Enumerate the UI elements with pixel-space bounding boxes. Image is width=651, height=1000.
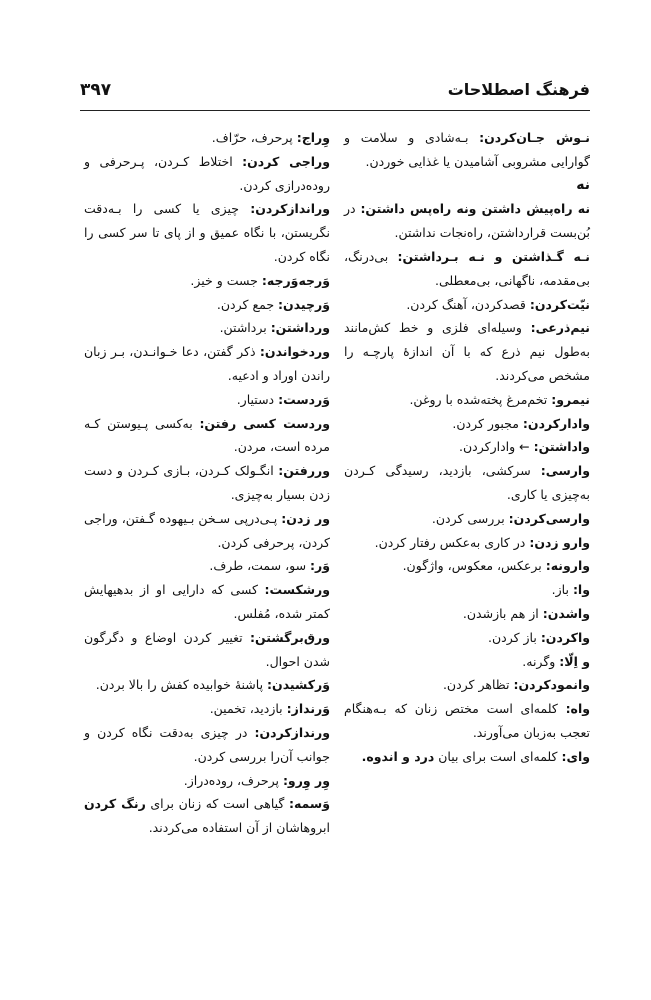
dictionary-entry <box>344 650 590 674</box>
dictionary-entry <box>84 340 330 388</box>
entry-emphasis: رنگ کردن <box>84 796 146 812</box>
dictionary-entry <box>344 316 590 387</box>
entry-headword: نیّت‌کردن: <box>529 296 590 312</box>
dictionary-entry <box>84 507 330 555</box>
dictionary-entry <box>84 150 330 198</box>
entry-headword: وارسی‌کردن: <box>508 510 590 526</box>
entry-headword: وَر: <box>310 558 330 574</box>
dictionary-entry <box>84 459 330 507</box>
dictionary-entry <box>84 792 330 840</box>
entry-headword: وارو زدن: <box>529 534 590 550</box>
entry-definition: گیاهی است که زنان برای <box>145 796 289 812</box>
entry-definition: پرحرف، روده‌دراز. <box>183 772 283 788</box>
dictionary-entry <box>344 554 590 578</box>
dictionary-entry <box>84 769 330 793</box>
entry-definition: بازدید، تخمین. <box>209 701 287 717</box>
entry-definition: در چیزی به‌دقت نگاه کردن و جوانب آن‌را بررسی کردن. <box>84 724 330 764</box>
entry-headword: واکردن: <box>540 629 590 645</box>
entry-definition: پاشنهٔ خوابیده کفش را بالا بردن. <box>95 677 268 693</box>
dictionary-entry <box>84 388 330 412</box>
entry-headword: نیم‌ذرعی: <box>530 320 590 336</box>
entry-headword: وراجی کردن: <box>242 153 330 169</box>
dictionary-entry <box>344 697 590 745</box>
entry-headword: ورشکست: <box>264 582 330 598</box>
dictionary-entry <box>344 388 590 412</box>
entry-headword: وارسی: <box>540 463 590 479</box>
entry-headword: ورق‌برگشتن: <box>250 629 330 645</box>
dictionary-entry <box>84 626 330 674</box>
entry-definition: کلمه‌ای است مختص زنان که بـه‌هنگام تعجب به‌زبان می‌آورند. <box>344 701 590 740</box>
entry-headword: وای: <box>561 748 590 764</box>
entry-definition: در کاری به‌عکس رفتار کردن. <box>374 534 530 550</box>
entry-definition: قصدکردن، آهنگ کردن. <box>406 296 530 312</box>
dictionary-entry <box>84 578 330 626</box>
dictionary-entry <box>344 126 590 174</box>
entry-headword: و اِلّا: <box>559 653 590 669</box>
entry-headword: وارونه: <box>545 558 590 574</box>
entry-definition: برعکس، معکوس، واژگون. <box>402 558 546 574</box>
dictionary-entry <box>84 269 330 293</box>
entry-definition: پـی‌درپی سـخن بـیهوده گـفتن، وراجی کردن، پرحرفی کردن. <box>84 510 330 550</box>
entry-definition: ← وادارکردن. <box>459 439 534 455</box>
entry-definition: در بُن‌بست قرارداشتن، راه‌نجات نداشتن. <box>344 201 590 241</box>
entry-definition: چیزی یا کسی را بـه‌دقت نگریستن، با نگاه عمیق و از پای تا سر کسی را نگاه کردن. <box>84 201 330 264</box>
entry-headword: وَردست: <box>278 391 330 407</box>
dictionary-entry <box>84 316 330 340</box>
entry-definition: باز. <box>551 582 573 598</box>
entry-headword: واه: <box>565 701 590 717</box>
dictionary-entry <box>344 531 590 555</box>
entry-headword: وررفتن: <box>278 463 330 479</box>
entry-headword: وا: <box>572 582 590 598</box>
entry-headword: وَسمه: <box>288 796 330 812</box>
entry-definition: بی‌درنگ، بی‌مقدمه، ناگهانی، بی‌معطلی. <box>344 248 590 288</box>
entry-headword: وِر وِرو: <box>282 772 330 788</box>
entry-headword: نـوش جـان‌کردن: <box>479 130 590 145</box>
dictionary-entry <box>344 245 590 293</box>
entry-headword: نه راه‌پیش داشتن ونه راه‌پس داشتن: <box>360 201 591 217</box>
left-column <box>84 126 330 840</box>
entry-headword: ورداشتن: <box>270 320 330 336</box>
entry-definition: کلمه‌ای است برای بیان <box>434 748 562 764</box>
entry-headword: ور زدن: <box>281 510 330 526</box>
header-rule <box>80 110 590 111</box>
entry-definition: از هم بازشدن. <box>462 605 543 621</box>
entry-definition: سرکشی، بازدید، رسیدگی کـردن به‌چیزی یا کاری. <box>344 463 590 502</box>
entry-definition: تغییر کردن اوضاع و دگرگون شدن احوال. <box>84 629 330 669</box>
entry-headword: وَرکشیدن: <box>267 677 330 693</box>
entry-headword: نیمرو: <box>551 391 590 407</box>
entry-headword: واداشتن: <box>533 439 590 455</box>
entry-headword: وردست کسی رفتن: <box>199 415 330 431</box>
entry-definition: تخم‌مرغ پخته‌شده با روغن. <box>409 391 552 407</box>
dictionary-entry <box>84 673 330 697</box>
entry-definition: جست و خیز. <box>190 272 262 288</box>
entry-definition: ابروهاشان از آن استفاده می‌کردند. <box>148 820 330 836</box>
entry-definition: برداشتن. <box>219 320 271 336</box>
entry-headword: وَرجه‌وَرجه: <box>261 272 330 288</box>
dictionary-entry <box>344 673 590 697</box>
entry-headword: وَرنداز: <box>286 701 330 717</box>
right-column <box>344 126 590 769</box>
dictionary-entry <box>344 602 590 626</box>
dictionary-entry <box>84 554 330 578</box>
entry-definition: به‌کسی پـیوستن کـه مرده است، مردن. <box>84 415 330 455</box>
dictionary-entry <box>84 197 330 268</box>
entry-definition: ذکر گفتن، دعا خـوانـدن، بـر زبان راندن اوراد و ادعیه. <box>84 344 330 383</box>
dictionary-entry <box>84 721 330 769</box>
entry-definition: سو، سمت، طرف. <box>209 558 311 574</box>
entry-definition: بـه‌شادی و سلامت و گوارایی مشروبی آشامیدن یا غذایی خوردن. <box>344 130 590 169</box>
entry-definition: تظاهر کردن. <box>442 677 514 693</box>
dictionary-entry <box>84 412 330 460</box>
dictionary-entry <box>84 697 330 721</box>
dictionary-entry <box>344 578 590 602</box>
entry-headword: واشدن: <box>542 605 590 621</box>
entry-definition: بررسی کردن. <box>431 510 509 526</box>
entry-headword: وادارکردن: <box>522 415 590 431</box>
dictionary-entry <box>344 435 590 459</box>
dictionary-entry <box>84 126 330 150</box>
page-header <box>80 80 590 108</box>
entry-definition: وگرنه. <box>522 653 560 669</box>
page-number: ۳۹۷ <box>80 80 112 100</box>
entry-definition: پرحرف، حرّاف. <box>211 130 297 145</box>
dictionary-entry <box>344 412 590 436</box>
dictionary-entry <box>344 745 590 769</box>
section-letter: نه <box>576 176 590 193</box>
entry-headword: وِراج: <box>296 130 330 145</box>
dictionary-entry <box>344 507 590 531</box>
entry-definition: باز کردن. <box>487 629 541 645</box>
entry-headword: ورندازکردن: <box>254 724 330 740</box>
entry-definition: وسیله‌ای فلزی و خط کش‌مانند به‌طول نیم ذرع که با آن اندازهٔ پارچـه را مشخص می‌کردند. <box>344 320 590 383</box>
entry-definition: دستیار. <box>236 391 279 407</box>
dictionary-entry <box>84 293 330 317</box>
entry-headword: وانمودکردن: <box>513 677 590 693</box>
entry-definition: انگـولک کـردن، بـازی کـردن و دست زدن بسیار به‌چیزی. <box>84 463 330 502</box>
entry-definition: مجبور کردن. <box>452 415 523 431</box>
entry-definition: جمع کردن. <box>216 296 279 312</box>
entry-emphasis: درد و اندوه. <box>361 748 435 764</box>
entry-definition: اختلاط کـردن، پـرحرفی و روده‌درازی کردن. <box>84 153 330 193</box>
entry-headword: وَرچیدن: <box>278 296 330 312</box>
entry-headword: نـه گـذاشتن و نـه بـرداشتن: <box>397 248 590 264</box>
running-title: فرهنگ اصطلاحات <box>447 80 590 99</box>
dictionary-entry <box>344 293 590 317</box>
dictionary-entry <box>344 459 590 507</box>
entry-definition: کسی که دارایی او از بدهیهایش کمتر شده، مُفلس. <box>84 582 330 621</box>
entry-headword: وردخواندن: <box>259 344 330 360</box>
entry-headword: وراندازکردن: <box>250 201 330 217</box>
dictionary-entry <box>344 626 590 650</box>
dictionary-entry <box>344 197 590 245</box>
